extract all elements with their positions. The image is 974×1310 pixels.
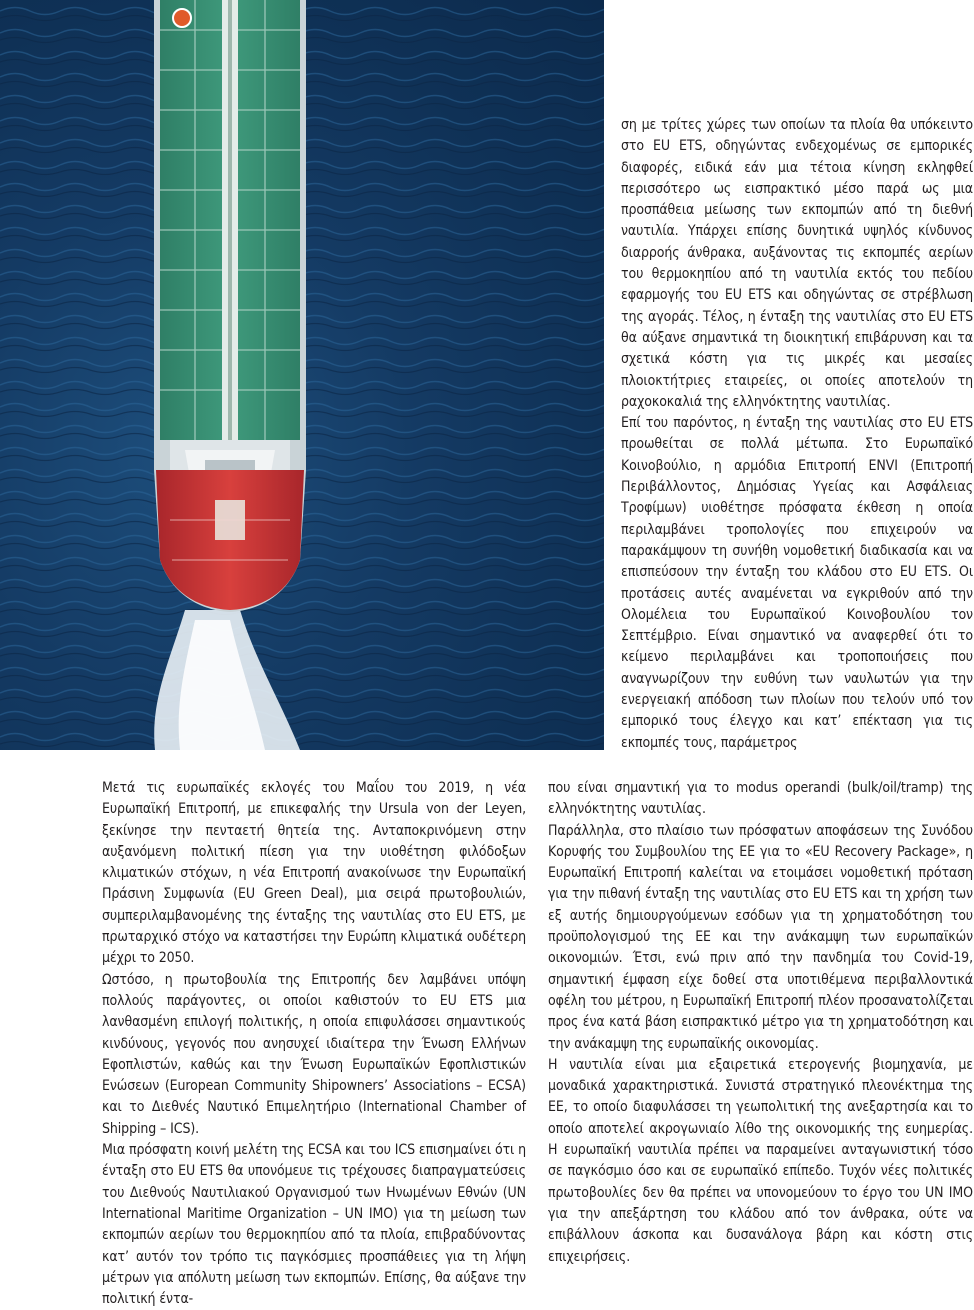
paragraph: Παράλληλα, στο πλαίσιο των πρόσφατων αποφάσεων της Συνόδου Κορυφής του Συμβουλίου της ΕΕ για το «EU Recovery Package», η Ευρωπαϊκή Επιτροπή καλείται να ετοιμάσει νομοθετική πρόταση για την πιθανή ένταξη της ναυτιλίας στο EU ETS και τη χρήση των εξ αυτής δημιουργούμενων εσόδων για τη χρηματοδότηση του προϋπολογισμού της ΕΕ και την ανάκαμψη των ευρωπαϊκών οικονομιών. Έτσι, ενώ πριν από την πανδημία του Covid-19, σημαντική έμφαση είχε δοθεί στα υποτιθέμενα περιβαλλοντικά οφέλη του μέτρου, η Ευρωπαϊκή Επιτροπή πλέον προσανατολίζεται προς ένα κατά βάση εισπρακτικό μέτρο για τη χρηματοδότηση και την ανάκαμψη της ευρωπαϊκής οικονομίας. [548, 822, 973, 1052]
paragraph: Μετά τις ευρωπαϊκές εκλογές του Μαΐου του 2019, η νέα Ευρωπαϊκή Επιτροπή, με επικεφαλής την Ursula von der Leyen, ξεκίνησε την πενταετή θητεία της. Ανταποκρινόμενη στην αυξανόμενη πολιτική πίεση για την υιοθέτηση φιλόδοξων κλιματικών στόχων, η νέα Επιτροπή ανακοίνωσε την Ευρωπαϊκή Πράσινη Συμφωνία (EU Green Deal), μια σειρά πρωτοβουλιών, συμπεριλαμβανομένης της ένταξης της ναυτιλίας στο EU ETS, με πρωταρχικό στόχο να καταστήσει την Ευρώπη κλιματικά ουδέτερη μέχρι το 2050. [102, 780, 526, 967]
article-column-left-bottom [102, 778, 526, 1310]
paragraph: Η ναυτιλία είναι μια εξαιρετικά ετερογενής βιομηχανία, με μοναδικά χαρακτηριστικά. Συνιστά στρατηγικό πλεονέκτημα της ΕΕ, το οποίο διαφυλάσσει τη γεωπολιτική της ανεξαρτησία και το οποίο αποτελεί ακρογωνιαίο λίθο της οικονομικής της ευημερίας. Η ευρωπαϊκή ναυτιλία πρέπει να παραμείνει ανταγωνιστική τόσο σε παγκόσμιο όσο και σε ευρωπαϊκό επίπεδο. Τυχόν νέες πολιτικές πρωτοβουλίες δεν θα πρέπει να υπονομεύουν το έργο του UN IMO για την απεξάρτηση του κλάδου από τον άνθρακα, ούτε να επιβάλλουν άσκοπα και δυσανάλογα βάρη και κόστη στις επιχειρήσεις. [548, 1056, 973, 1265]
paragraph: Ωστόσο, η πρωτοβουλία της Επιτροπής δεν λαμβάνει υπόψη πολλούς παράγοντες, οι οποίοι καθιστούν το EU ETS μια λανθασμένη επιλογή πολιτικής, η οποία επιφυλάσσει σημαντικούς κινδύνους, γεγονός που ανησυχεί ιδιαίτερα την Ένωση Ελλήνων Εφοπλιστών, καθώς και την Ένωση Ευρωπαϊκών Εφοπλιστικών Ενώσεων (European Community Shipowners’ Associations – ECSA) και το Διεθνές Ναυτικό Επιμελητήριο (International Chamber of Shipping – ICS). [102, 971, 526, 1137]
ship-illustration [0, 0, 604, 750]
article-column-right-bottom [548, 778, 973, 1268]
ship-aerial-photo [0, 0, 604, 750]
paragraph: ση με τρίτες χώρες των οποίων τα πλοία θα υπόκειντο στο EU ETS, οδηγώντας ενδεχομένως σε εμπορικές διαφορές, ειδικά εάν μια τέτοια κίνηση εκληφθεί περισσότερο ως εισπρακτικό μέσο παρά ως μια προσπάθεια μείωσης των εκπομπών από τη διεθνή ναυτιλία. Υπάρχει επίσης δυνητικά υψηλός κίνδυνος διαρροής άνθρακα, αυξάνοντας τις εκπομπές αερίων του θερμοκηπίου από τη ναυτιλία εκτός του πεδίου εφαρμογής του EU ETS και οδηγώντας σε στρέβλωση της αγοράς. Τέλος, η ένταξη της ναυτιλίας στο EU ETS θα αύξανε σημαντικά τη διοικητική επιβάρυνση και τα σχετικά κόστη για τις μικρές και μεσαίες πλοιοκτήτριες εταιρείες, οι οποίες αποτελούν τη ραχοκοκαλιά της ελληνόκτητης ναυτιλίας. [621, 117, 973, 410]
paragraph: Μια πρόσφατη κοινή μελέτη της ECSA και του ICS επισημαίνει ότι η ένταξη στο EU ETS θα υπονόμευε τις τρέχουσες διαπραγματεύσεις του Διεθνούς Ναυτιλιακού Οργανισμού των Ηνωμένων Εθνών (UN International Maritime Organization – UN IMO) για τη μείωση των εκπομπών αερίων του θερμοκηπίου από τα πλοία, επιβραδύνοντας κατ’ αυτόν τον τρόπο τις παγκόσμιες προσπάθειες για τη λήψη μέτρων για απόλυτη μείωση των εκπομπών. Επίσης, θα αύξανε την πολιτική έντα- [102, 1142, 526, 1308]
article-column-right-top [621, 115, 973, 754]
paragraph: Επί του παρόντος, η ένταξη της ναυτιλίας στο EU ETS προωθείται σε πολλά μέτωπα. Στο Ευρωπαϊκό Κοινοβούλιο, η αρμόδια Επιτροπή ENVI (Επιτροπή Περιβάλλοντος, Δημόσιας Υγείας και Ασφάλειας Τροφίμων) υιοθέτησε πρόσφατα έκθεση η οποία περιλαμβάνει τροπολογίες που επιχειρούν να παρακάμψουν τη συνήθη νομοθετική διαδικασία και να επισπεύσουν την ένταξη του κλάδου στο EU ETS. Οι προτάσεις αυτές αναμένεται να εγκριθούν από την Ολομέλεια του Ευρωπαϊκού Κοινοβουλίου τον Σεπτέμβριο. Είναι σημαντικό να αναφερθεί ότι το κείμενο περιλαμβάνει και τροποποιήσεις που αναγνωρίζουν την ευθύνη των ναυλωτών για την ενεργειακή απόδοση των πλοίων που τελούν υπό τον εμπορικό τους έλεγχο και κατ’ επέκταση για τις εκπομπές τους, παράμετρος [621, 415, 973, 751]
paragraph: που είναι σημαντική για το modus operandi (bulk/oil/tramp) της ελληνόκτητης ναυτιλίας. [548, 780, 973, 818]
